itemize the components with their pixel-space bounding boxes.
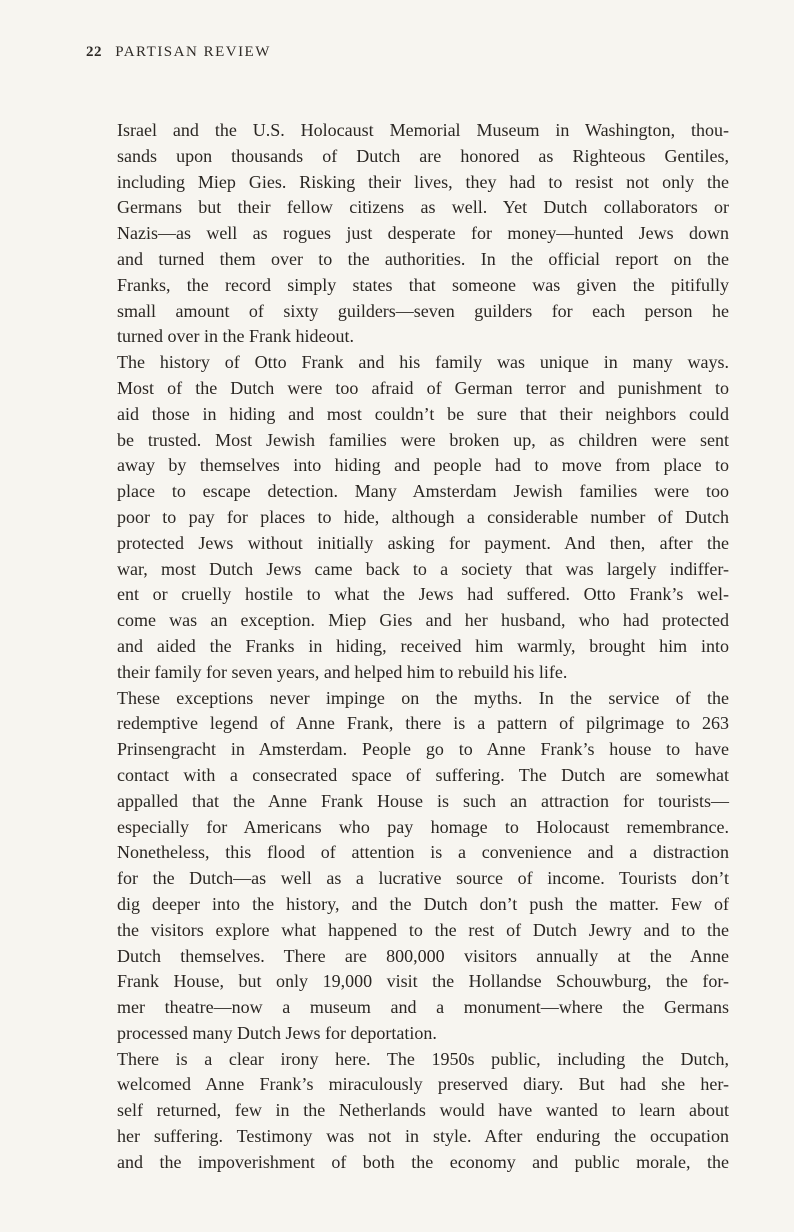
text-line: including Miep Gies. Risking their lives, they had to resist not only the: [117, 171, 729, 192]
text-line: Frank House, but only 19,000 visit the Hollandse Schouwburg, the for-: [117, 971, 729, 992]
text-line: be trusted. Most Jewish families were broken up, as children were sent: [117, 429, 729, 450]
text-line: Israel and the U.S. Holocaust Memorial Museum in Washington, thou-: [117, 120, 729, 140]
text-line: turned over in the Frank hideout.: [117, 326, 354, 347]
text-line: appalled that the Anne Frank House is such an attraction for tourists—: [117, 790, 729, 811]
text-line: self returned, few in the Netherlands would have wanted to learn about: [117, 1100, 729, 1121]
text-line: welcomed Anne Frank’s miraculously preserved diary. But had she her-: [117, 1074, 729, 1095]
text-line: Nazis—as well as rogues just desperate for money—hunted Jews down: [117, 223, 729, 244]
text-line: Most of the Dutch were too afraid of German terror and punishment to: [117, 377, 729, 398]
text-line: place to escape detection. Many Amsterdam Jewish families were too: [117, 481, 729, 502]
text-line: come was an exception. Miep Gies and her husband, who had protected: [117, 610, 729, 631]
paragraph-first-line: There is a clear irony here. The 1950s public, including the Dutch,: [117, 1048, 729, 1069]
text-line: Dutch themselves. There are 800,000 visitors annually at the Anne: [117, 945, 729, 966]
text-line: for the Dutch—as well as a lucrative source of income. Tourists don’t: [117, 868, 729, 889]
text-line: redemptive legend of Anne Frank, there is a pattern of pilgrimage to 263: [117, 713, 729, 734]
text-line: poor to pay for places to hide, although a considerable number of Dutch: [117, 506, 729, 527]
text-line: protected Jews without initially asking for payment. And then, after the: [117, 532, 729, 553]
body-text: [117, 118, 729, 1176]
text-line: aid those in hiding and most couldn’t be sure that their neighbors could: [117, 403, 729, 424]
text-line: and the impoverishment of both the economy and public morale, the: [117, 1151, 729, 1172]
text-line: her suffering. Testimony was not in style. After enduring the occupation: [117, 1126, 729, 1147]
paragraph-first-line: These exceptions never impinge on the myths. In the service of the: [117, 687, 729, 708]
text-line: especially for Americans who pay homage to Holocaust remembrance.: [117, 816, 729, 837]
text-line: Franks, the record simply states that someone was given the pitifully: [117, 274, 729, 295]
journal-title: PARTISAN REVIEW: [115, 44, 271, 60]
text-line: the visitors explore what happened to the rest of Dutch Jewry and to the: [117, 919, 729, 940]
paragraph-first-line: The history of Otto Frank and his family was unique in many ways.: [117, 352, 729, 373]
text-line: away by themselves into hiding and people had to move from place to: [117, 455, 729, 476]
text-line: ent or cruelly hostile to what the Jews had suffered. Otto Frank’s wel-: [117, 584, 729, 605]
text-line: dig deeper into the history, and the Dutch don’t push the matter. Few of: [117, 893, 729, 914]
text-line: mer theatre—now a museum and a monument—where the Germans: [117, 997, 729, 1018]
text-line: war, most Dutch Jews came back to a society that was largely indiffer-: [117, 558, 729, 579]
text-line: processed many Dutch Jews for deportation.: [117, 1022, 437, 1043]
text-line: contact with a consecrated space of suffering. The Dutch are somewhat: [117, 764, 729, 785]
text-line: their family for seven years, and helped him to rebuild his life.: [117, 661, 568, 682]
text-line: Prinsengracht in Amsterdam. People go to Anne Frank’s house to have: [117, 739, 729, 760]
text-line: small amount of sixty guilders—seven guilders for each person he: [117, 300, 729, 321]
running-head: [86, 44, 271, 61]
text-line: and turned them over to the authorities. In the official report on the: [117, 248, 729, 269]
text-line: Nonetheless, this flood of attention is a convenience and a distraction: [117, 842, 729, 863]
text-line: and aided the Franks in hiding, received him warmly, brought him into: [117, 635, 729, 656]
page-number: 22: [86, 44, 102, 60]
text-line: Germans but their fellow citizens as well. Yet Dutch collaborators or: [117, 197, 729, 218]
text-line: sands upon thousands of Dutch are honored as Righteous Gentiles,: [117, 145, 729, 166]
